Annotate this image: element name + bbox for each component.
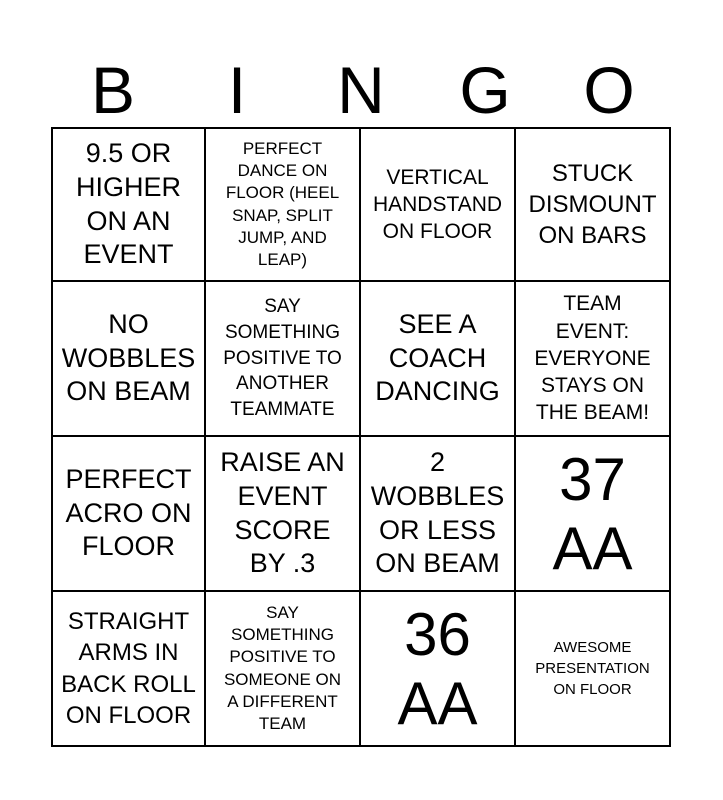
bingo-cell[interactable] xyxy=(361,592,516,747)
bingo-cell[interactable] xyxy=(361,282,516,437)
header-letter-n: N xyxy=(337,53,385,127)
cell-text: SAY SOMETHING POSITIVE TO SOMEONE ON A DIFFERENT TEAM xyxy=(223,603,342,733)
cell-text: SEE A COACH DANCING xyxy=(375,308,500,407)
bingo-cell[interactable] xyxy=(206,282,361,437)
cell-text: SAY SOMETHING POSITIVE TO ANOTHER TEAMMATE xyxy=(223,296,342,420)
cell-text: STUCK DISMOUNT ON BARS xyxy=(528,159,657,250)
bingo-header xyxy=(51,52,671,128)
cell-text: NO WOBBLES ON BEAM xyxy=(61,308,196,407)
cell-text: RAISE AN EVENT SCORE BY .3 xyxy=(220,447,345,579)
bingo-cell[interactable] xyxy=(206,437,361,592)
bingo-cell[interactable] xyxy=(206,127,361,282)
header-letter-b: B xyxy=(90,53,136,127)
bingo-cell[interactable] xyxy=(516,437,671,592)
header-letter-i: I xyxy=(227,53,247,127)
bingo-cell[interactable] xyxy=(51,437,206,592)
bingo-cell[interactable] xyxy=(516,592,671,747)
bingo-cell[interactable] xyxy=(206,592,361,747)
cell-text: VERTICAL HANDSTAND ON FLOOR xyxy=(372,165,503,244)
header-letter-g: G xyxy=(459,53,511,127)
bingo-cell[interactable] xyxy=(51,592,206,747)
cell-text: 36 AA xyxy=(397,600,478,737)
bingo-cell[interactable] xyxy=(51,127,206,282)
cell-text: PERFECT ACRO ON FLOOR xyxy=(65,463,192,562)
cell-text: 37 AA xyxy=(552,445,633,582)
cell-text: PERFECT DANCE ON FLOOR (HEEL SNAP, SPLIT JUMP, AND LEAP) xyxy=(225,139,340,269)
cell-text: 9.5 OR HIGHER ON AN EVENT xyxy=(75,138,181,270)
bingo-cell[interactable] xyxy=(51,282,206,437)
bingo-cell[interactable] xyxy=(361,127,516,282)
cell-text: 2 WOBBLES OR LESS ON BEAM xyxy=(370,447,505,579)
cell-text: AWESOME PRESENTATION ON FLOOR xyxy=(535,639,650,698)
header-letter-o: O xyxy=(583,53,635,127)
bingo-cell[interactable] xyxy=(516,127,671,282)
cell-text: TEAM EVENT: EVERYONE STAYS ON THE BEAM! xyxy=(534,292,651,425)
bingo-board xyxy=(51,127,671,747)
bingo-cell[interactable] xyxy=(516,282,671,437)
bingo-cell[interactable] xyxy=(361,437,516,592)
cell-text: STRAIGHT ARMS IN BACK ROLL ON FLOOR xyxy=(61,608,196,729)
